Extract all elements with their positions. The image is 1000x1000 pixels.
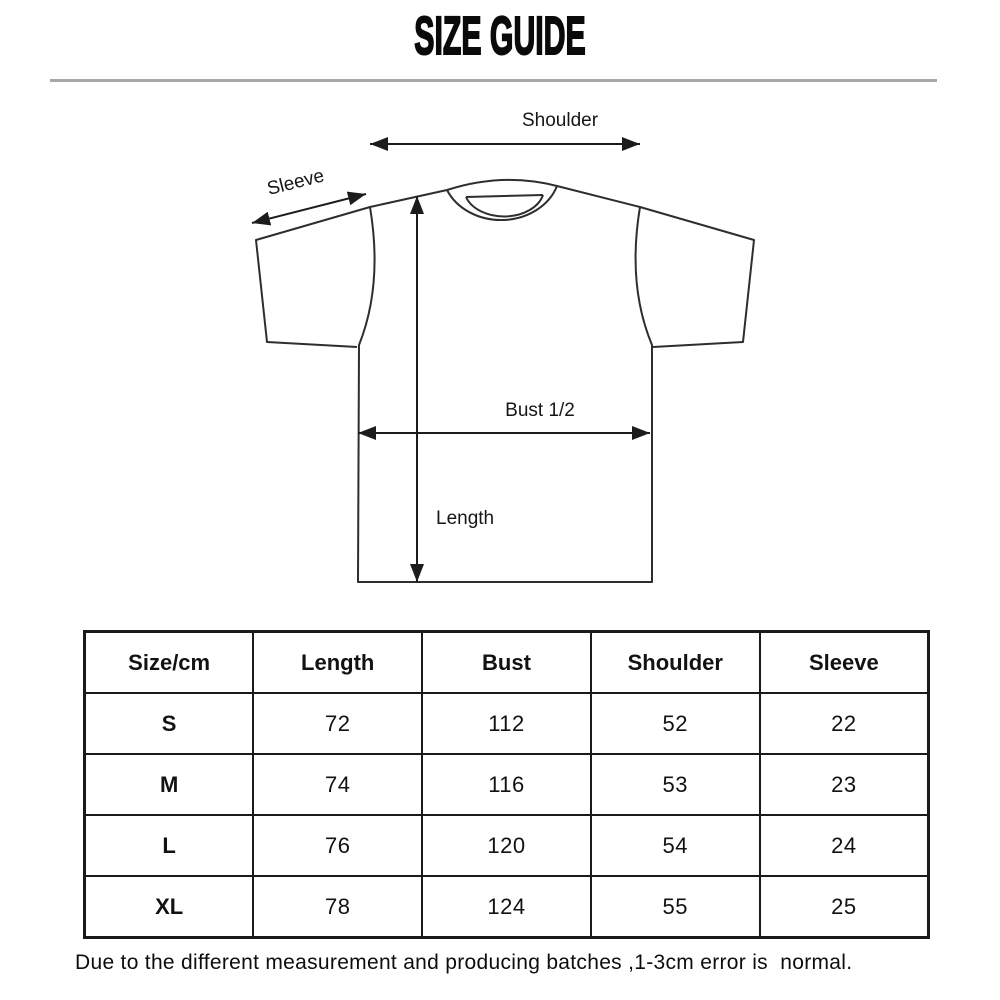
value-cell: 54 [591, 815, 760, 876]
table-row-l [85, 815, 929, 876]
right-sleeve [640, 207, 754, 347]
size-cell: L [85, 815, 254, 876]
header-cell-shoulder: Shoulder [591, 632, 760, 694]
header-cell-length: Length [253, 632, 422, 694]
value-cell: 23 [760, 754, 929, 815]
header-cell-size: Size/cm [85, 632, 254, 694]
value-cell: 74 [253, 754, 422, 815]
value-cell: 112 [422, 693, 591, 754]
page-title: SIZE GUIDE [414, 6, 586, 66]
value-cell: 55 [591, 876, 760, 938]
header-cell-sleeve: Sleeve [760, 632, 929, 694]
size-table [83, 630, 930, 939]
left-sleeve [256, 207, 370, 347]
header-row [85, 632, 929, 694]
size-cell: S [85, 693, 254, 754]
length-label: Length [436, 508, 495, 529]
value-cell: 116 [422, 754, 591, 815]
value-cell: 72 [253, 693, 422, 754]
table-row-xl [85, 876, 929, 938]
value-cell: 53 [591, 754, 760, 815]
value-cell: 120 [422, 815, 591, 876]
bust-label: Bust 1/2 [505, 400, 575, 421]
shirt-body-outline [358, 180, 652, 582]
note-text: Due to the different measurement and producing batches ,1-3cm error is normal. [75, 951, 853, 974]
value-cell: 78 [253, 876, 422, 938]
value-cell: 52 [591, 693, 760, 754]
header-cell-bust: Bust [422, 632, 591, 694]
table-row-s [85, 693, 929, 754]
shoulder-label: Shoulder [521, 110, 599, 131]
value-cell: 22 [760, 693, 929, 754]
value-cell: 124 [422, 876, 591, 938]
collar-outer [447, 186, 557, 220]
collar-chord-line [466, 195, 543, 197]
size-cell: XL [85, 876, 254, 938]
table-row-m [85, 754, 929, 815]
value-cell: 24 [760, 815, 929, 876]
value-cell: 76 [253, 815, 422, 876]
value-cell: 25 [760, 876, 929, 938]
sleeve-label: Sleeve [264, 165, 327, 200]
size-cell: M [85, 754, 254, 815]
